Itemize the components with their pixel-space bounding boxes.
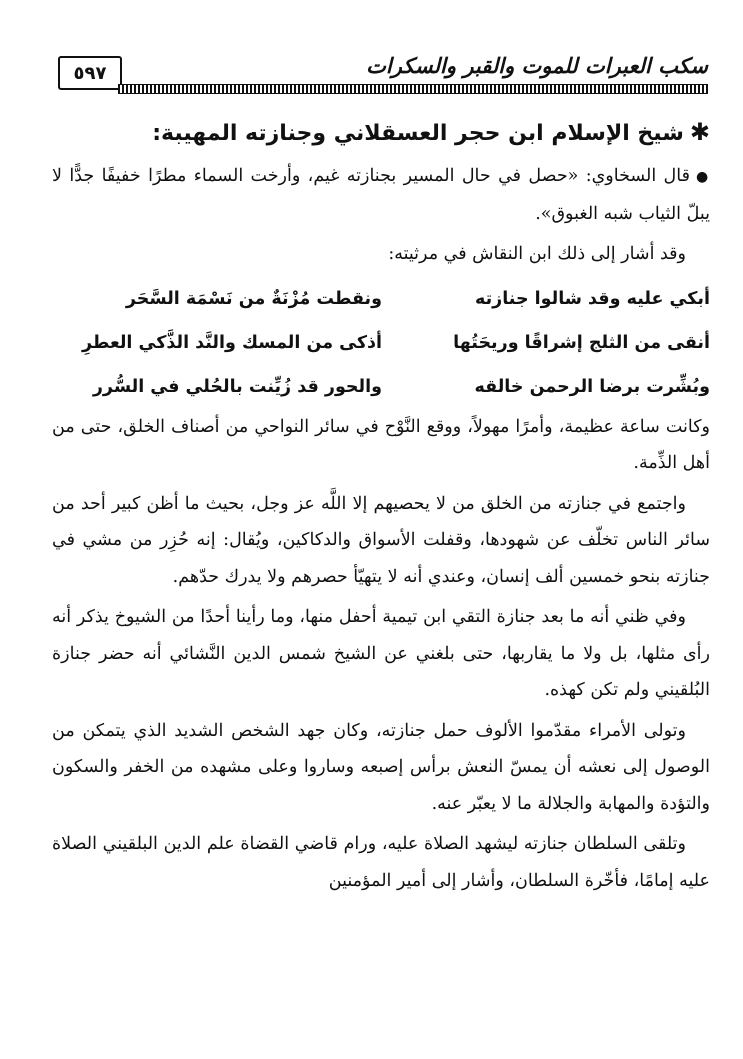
verse-first-half: أنقى من الثلج إشراقًا وريحَتُها bbox=[453, 332, 710, 353]
paragraph-quote-text: قال السخاوي: «حصل في حال المسير بجنازته غيم، وأرخت السماء مطرًا خفيفًا جدًّا لا يبلّ الثياب شبه الغبوق». bbox=[52, 166, 710, 224]
poem-verse bbox=[52, 321, 710, 365]
paragraph-poem-intro: وقد أشار إلى ذلك ابن النقاش في مرثيته: bbox=[388, 244, 686, 264]
paragraph-bearers: وتولى الأمراء مقدّموا الألوف حمل جنازته، وكان جهد الشخص الشديد الذي يتمكن من الوصول إلى نعشه أن يمسّ النعش برأس إصبعه وساروا وعلى مشهده من الخفر والسكون والتؤدة والمهابة والجلالة ما لا يعبّر عنه. bbox=[52, 720, 710, 814]
verse-first-half: أبكي عليه وقد شالوا جنازته bbox=[474, 288, 710, 309]
section-heading-text: شيخ الإسلام ابن حجر العسقلاني وجنازته المهيبة: bbox=[152, 121, 684, 146]
bullet-icon: ● bbox=[695, 169, 711, 185]
page-body bbox=[52, 112, 710, 903]
star-icon: ✱ bbox=[689, 118, 710, 146]
poem-verse bbox=[52, 277, 710, 321]
page-header bbox=[58, 44, 708, 94]
page-number: ٥٩٧ bbox=[58, 56, 122, 90]
paragraph-quote bbox=[52, 158, 710, 232]
poem-verse bbox=[52, 365, 710, 409]
paragraph-crowd: واجتمع في جنازته من الخلق من لا يحصيهم إلا اللَّه عز وجل، بحيث ما أظن كبير أحد من سائر الناس تخلّف عن شهودها، وقفلت الأسواق والدكاكين، ويُقال: إنه حُزِر من مشي في جنازته بنحو خمسين ألف إنسان، وعندي أنه لا يتهيّأ حصرهم ولا يدرك حدّهم. bbox=[52, 493, 710, 587]
verse-first-half: وبُشِّرت برضا الرحمن خالقه bbox=[474, 376, 710, 397]
verse-second-half: أذكى من المسك والنَّد الذَّكي العطرِ bbox=[82, 332, 382, 353]
verse-second-half: والحور قد زُيِّنت بالحُلي في السُّرر bbox=[92, 376, 382, 397]
running-title: سكب العبرات للموت والقبر والسكرات bbox=[366, 54, 708, 78]
paragraph-comparison: وفي ظني أنه ما بعد جنازة التقي ابن تيمية أحفل منها، وما رأينا أحدًا من الشيوخ يذكر أنه رأى مثلها، بل ولا ما يقاربها، حتى بلغني عن الشيخ شمس الدين النَّشائي أنه حضر جنازة البُلقيني ولم تكن كهذه. bbox=[52, 607, 710, 700]
paragraph-funeral-hour: وكانت ساعة عظيمة، وأمرًا مهولاً، ووقع النَّوْح في سائر النواحي من أصناف الخلق، حتى من أهل الذِّمة. bbox=[52, 416, 710, 473]
paragraph-sultan: وتلقى السلطان جنازته ليشهد الصلاة عليه، ورام قاضي القضاة علم الدين البلقيني الصلاة عليه إمامًا، فأخّرة السلطان، وأشار إلى أمير المؤمنين bbox=[52, 834, 710, 891]
verse-second-half: ونقطت مُزْنَةٌ من نَسْمَة السَّحَر bbox=[125, 288, 382, 309]
elegy-poem bbox=[52, 277, 710, 409]
header-divider bbox=[118, 84, 708, 94]
section-heading bbox=[52, 112, 710, 154]
